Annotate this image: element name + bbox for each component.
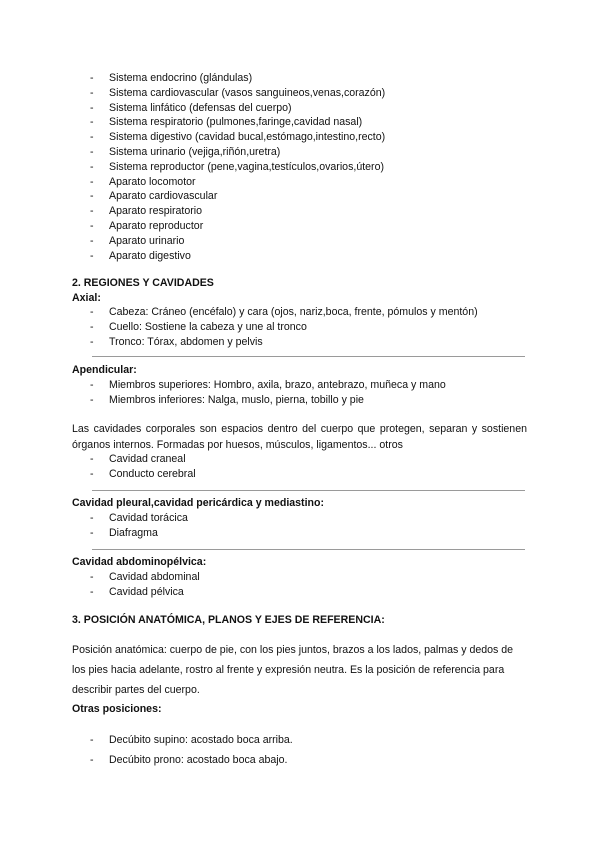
list-item-text: Aparato reproductor: [109, 219, 204, 232]
list-item: - Decúbito prono: acostado boca abajo.: [90, 754, 288, 766]
pleural-list: [0, 511, 600, 541]
abdominopelvic-list: [0, 570, 600, 600]
list-item: - Aparato respiratorio: [90, 205, 203, 218]
list-item-text: Aparato digestivo: [109, 249, 191, 262]
divider: [92, 356, 525, 357]
list-item: - Miembros superiores: Hombro, axila, brazo, antebrazo, muñeca y mano: [90, 379, 446, 391]
list-item: - Sistema endocrino (glándulas): [90, 72, 253, 84]
list-item: - Cavidad abdominal: [90, 571, 200, 583]
abdominopelvic-label: Cavidad abdominopélvica:: [72, 556, 207, 568]
list-item: - Cabeza: Cráneo (encéfalo) y cara (ojos, nariz,boca, frente, pómulos y mentón): [90, 306, 478, 318]
list-item-text: Aparato cardiovascular: [109, 190, 218, 203]
section-2-title: 2. REGIONES Y CAVIDADES: [72, 277, 214, 289]
list-item: - Sistema urinario (vejiga,riñón,uretra): [90, 145, 281, 158]
list-item-text: Sistema linfático (defensas del cuerpo): [109, 101, 292, 114]
list-item: - Conducto cerebral: [90, 467, 196, 480]
apendicular-list: [0, 378, 600, 408]
section-3-title: 3. POSICIÓN ANATÓMICA, PLANOS Y EJES DE REFERENCIA:: [72, 614, 385, 626]
list-item-text: Diafragma: [109, 526, 158, 539]
list-item-text: Miembros superiores: Hombro, axila, brazo, antebrazo, muñeca y mano: [109, 379, 446, 391]
list-item-text: Cuello: Sostiene la cabeza y une al tronco: [109, 320, 307, 333]
list-item: - Sistema reproductor (pene,vagina,testículos,ovarios,útero): [90, 160, 384, 173]
divider: [92, 490, 525, 491]
list-item: - Aparato digestivo: [90, 249, 191, 262]
list-item-text: Sistema urinario (vejiga,riñón,uretra): [109, 145, 281, 158]
list-item: - Sistema respiratorio (pulmones,faringe,cavidad nasal): [90, 116, 363, 129]
other-positions-label: Otras posiciones:: [72, 703, 162, 715]
list-item: - Tronco: Tórax, abdomen y pelvis: [90, 335, 263, 348]
list-item-text: Tronco: Tórax, abdomen y pelvis: [109, 335, 263, 348]
systems-list: [0, 71, 600, 263]
anatomical-position-paragraph: Posición anatómica: cuerpo de pie, con los pies juntos, brazos a los lados, palmas y dedos de los pies hacia adelante, rostro al frente y expresión neutra. Es la posición de referencia para describir partes del cuerpo.: [72, 644, 514, 696]
list-item-text: Sistema cardiovascular (vasos sanguineos,venas,corazón): [109, 86, 386, 99]
list-item-text: Aparato respiratorio: [109, 205, 203, 218]
list-item-text: Cavidad pélvica: [109, 585, 184, 598]
list-item: - Miembros inferiores: Nalga, muslo, pierna, tobillo y pie: [90, 393, 364, 406]
axial-label: Axial:: [72, 292, 101, 304]
list-item: - Cavidad pélvica: [90, 585, 184, 598]
list-item-text: Sistema respiratorio (pulmones,faringe,cavidad nasal): [109, 116, 363, 129]
apendicular-label: Apendicular:: [72, 364, 137, 376]
pleural-label: Cavidad pleural,cavidad pericárdica y mediastino:: [72, 497, 324, 509]
cavities-list: [0, 452, 600, 482]
list-item-text: Cavidad torácica: [109, 512, 188, 524]
list-item: - Cavidad craneal: [90, 453, 186, 465]
list-item-text: Cabeza: Cráneo (encéfalo) y cara (ojos, nariz,boca, frente, pómulos y mentón): [109, 306, 478, 318]
list-item-text: Cavidad abdominal: [109, 571, 200, 583]
list-item-text: Sistema digestivo (cavidad bucal,estómago,intestino,recto): [109, 131, 386, 144]
list-item-text: Conducto cerebral: [109, 467, 196, 480]
list-item: - Diafragma: [90, 526, 158, 539]
divider: [92, 549, 525, 550]
list-item: - Aparato locomotor: [90, 175, 196, 188]
list-item-text: Cavidad craneal: [109, 453, 186, 465]
list-item-text: Aparato locomotor: [109, 175, 196, 188]
list-item: - Sistema linfático (defensas del cuerpo): [90, 101, 292, 114]
list-item: - Decúbito supino: acostado boca arriba.: [90, 734, 293, 746]
list-item: - Cavidad torácica: [90, 512, 188, 524]
other-positions-list: [0, 730, 600, 770]
list-item-text: Sistema reproductor (pene,vagina,testículos,ovarios,útero): [109, 160, 384, 173]
list-item-text: Aparato urinario: [109, 234, 185, 247]
axial-list: [0, 305, 600, 349]
list-item: - Sistema cardiovascular (vasos sanguineos,venas,corazón): [90, 86, 386, 99]
list-item-text: Sistema endocrino (glándulas): [109, 72, 253, 84]
cavities-paragraph: Las cavidades corporales son espacios dentro del cuerpo que protegen, separan y sostienen órganos internos. Formadas por huesos, músculos, ligamentos... otros: [72, 423, 527, 451]
list-item: - Aparato cardiovascular: [90, 190, 218, 203]
list-item: - Aparato reproductor: [90, 219, 204, 232]
list-item-text: Decúbito prono: acostado boca abajo.: [109, 754, 288, 766]
list-item-text: Miembros inferiores: Nalga, muslo, pierna, tobillo y pie: [109, 393, 364, 406]
list-item: - Sistema digestivo (cavidad bucal,estómago,intestino,recto): [90, 131, 386, 144]
list-item: - Aparato urinario: [90, 234, 185, 247]
list-item-text: Decúbito supino: acostado boca arriba.: [109, 734, 293, 746]
list-item: - Cuello: Sostiene la cabeza y une al tronco: [90, 320, 307, 333]
